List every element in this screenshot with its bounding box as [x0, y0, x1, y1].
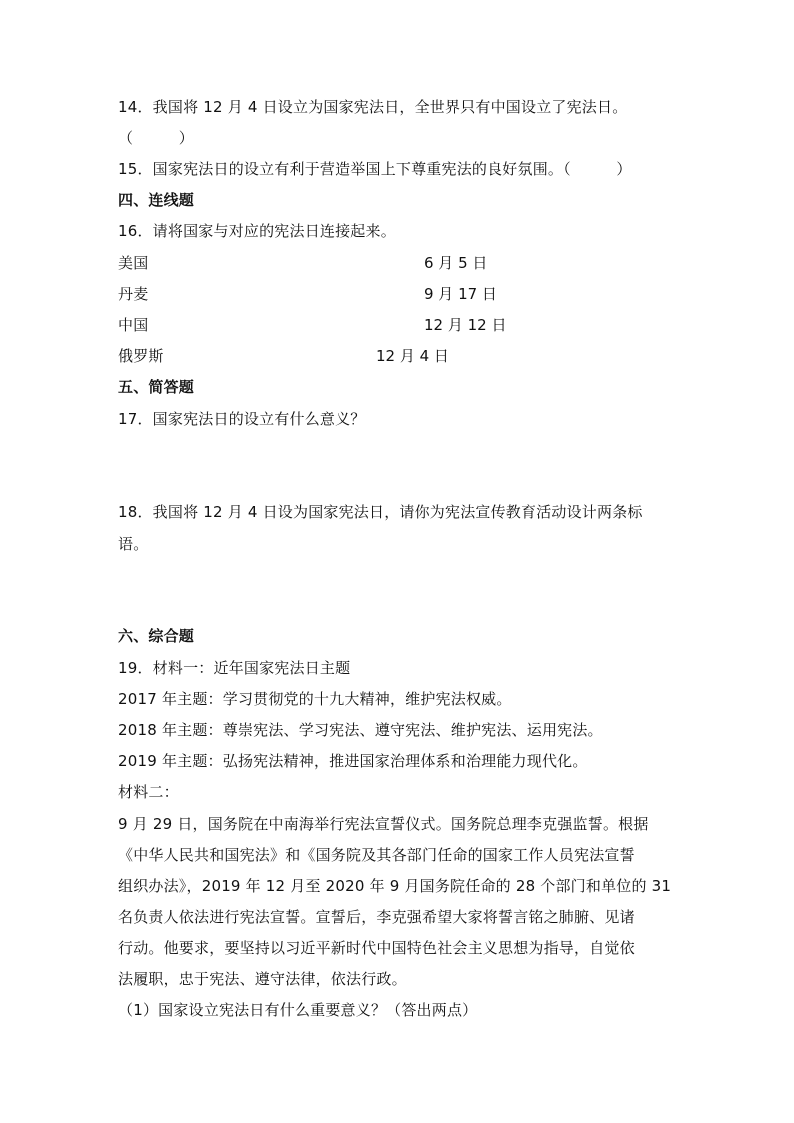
- question-18-line-2: 语。: [118, 535, 149, 553]
- section-5-heading: 五、简答题: [118, 378, 195, 396]
- date-september-17: 9 月 17 日: [424, 285, 497, 303]
- theme-2019: 2019 年主题：弘扬宪法精神，推进国家治理体系和治理能力现代化。: [118, 752, 588, 770]
- question-16-text: 16．请将国家与对应的宪法日连接起来。: [118, 222, 396, 240]
- material-2-line: 《中华人民共和国宪法》和《国务院及其各部门任命的国家工作人员宪法宣誓: [118, 846, 635, 864]
- question-18-line-1: 18．我国将 12 月 4 日设为国家宪法日，请你为宪法宣传教育活动设计两条标: [118, 503, 643, 521]
- country-china: 中国: [118, 316, 149, 334]
- theme-2017: 2017 年主题：学习贯彻党的十九大精神，维护宪法权威。: [118, 690, 512, 708]
- material-2-label: 材料二：: [118, 783, 179, 801]
- theme-2018: 2018 年主题：尊崇宪法、学习宪法、遵守宪法、维护宪法、运用宪法。: [118, 721, 603, 739]
- question-19-material-1: 19．材料一：近年国家宪法日主题: [118, 659, 351, 677]
- country-usa: 美国: [118, 254, 149, 272]
- date-december-12: 12 月 12 日: [424, 316, 507, 334]
- sub-question-1: （1）国家设立宪法日有什么重要意义？（答出两点）: [118, 1001, 478, 1019]
- country-russia: 俄罗斯: [118, 347, 164, 365]
- material-2-line: 名负责人依法进行宪法宣誓。宣誓后，李克强希望大家将誓言铭之肺腑、见诸: [118, 908, 635, 926]
- material-2-line: 9 月 29 日，国务院在中南海举行宪法宣誓仪式。国务院总理李克强监誓。根据: [118, 815, 649, 833]
- question-14-text: 14．我国将 12 月 4 日设立为国家宪法日，全世界只有中国设立了宪法日。: [118, 98, 628, 116]
- date-december-4: 12 月 4 日: [376, 347, 449, 365]
- section-4-heading: 四、连线题: [118, 191, 195, 209]
- question-14-answer-blank: （ ）: [118, 129, 195, 147]
- material-2-line: 组织办法》，2019 年 12 月至 2020 年 9 月国务院任命的 28 个部门和单位的 31: [118, 877, 672, 895]
- date-june-5: 6 月 5 日: [424, 254, 488, 272]
- material-2-line: 行动。他要求，要坚持以习近平新时代中国特色社会主义思想为指导，自觉依: [118, 939, 635, 957]
- country-denmark: 丹麦: [118, 285, 149, 303]
- question-17-text: 17．国家宪法日的设立有什么意义？: [118, 410, 366, 428]
- material-2-line: 法履职，忠于宪法、遵守法律，依法行政。: [118, 970, 407, 988]
- section-6-heading: 六、综合题: [118, 627, 195, 645]
- question-15-text: 15．国家宪法日的设立有利于营造举国上下尊重宪法的良好氛围。（ ）: [118, 160, 632, 178]
